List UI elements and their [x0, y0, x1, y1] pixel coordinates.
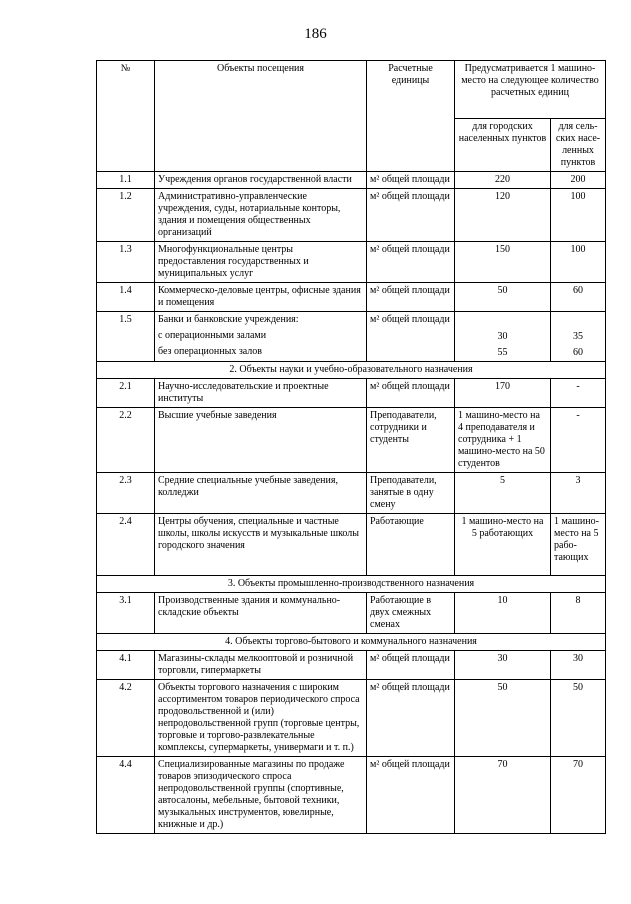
row-unit: м² общей площади: [367, 757, 455, 834]
row-rural-group: [551, 312, 606, 362]
table-row: [97, 408, 606, 473]
table-row: [97, 680, 606, 757]
row-number: 1.1: [97, 172, 155, 189]
table-row: [97, 593, 606, 634]
row-unit: Работающие в двух смежных сменах: [367, 593, 455, 634]
row-object: Административно-управленческие учреждения, суды, нотариальные конторы, здания и помещения общественных организаций: [155, 189, 367, 242]
row-object: Учреждения органов государственной власти: [155, 172, 367, 189]
section-row: [97, 634, 606, 651]
table-row: [97, 283, 606, 312]
row-rural-value: 3: [551, 473, 606, 514]
row-number: 1.3: [97, 242, 155, 283]
row-rural-value: 200: [551, 172, 606, 189]
row-object: Банки и банковские учреждения:: [158, 314, 299, 325]
row-urban-value: 30: [497, 331, 508, 342]
table-row: [97, 473, 606, 514]
table-row: [97, 757, 606, 834]
row-rural-value: 60: [573, 347, 583, 358]
row-object: Средние специальные учебные заведения, колледжи: [155, 473, 367, 514]
row-urban-value: 70: [455, 757, 551, 834]
row-rural-value: -: [551, 379, 606, 408]
row-rural-value: -: [551, 408, 606, 473]
row-unit: м² общей площади: [367, 651, 455, 680]
row-urban-value: 220: [455, 172, 551, 189]
table-row: [97, 242, 606, 283]
row-urban-value: 5: [455, 473, 551, 514]
header-row: [97, 61, 606, 119]
header-rural: для сель-ских насе-ленных пунктов: [551, 119, 606, 172]
row-object: Коммерческо-деловые центры, офисные здания и помещения: [155, 283, 367, 312]
row-number: 2.4: [97, 514, 155, 576]
table-row: [97, 189, 606, 242]
header-group: Предусматривается 1 машино-место на следующее количество расчетных единиц: [455, 61, 606, 119]
row-rural-value: 50: [551, 680, 606, 757]
page-number: 186: [304, 26, 327, 42]
row-number: 2.1: [97, 379, 155, 408]
row-number: 4.4: [97, 757, 155, 834]
header-urban: для городских населенных пунктов: [455, 119, 551, 172]
row-object: Специализированные магазины по продаже товаров эпизодического спроса непродовольственной группы (спортивные, автосалоны, мебельные, бытовой техники, музыкальных инструментов, ювелирные, книжные и др.): [155, 757, 367, 834]
row-object: Научно-исследовательские и проектные институты: [155, 379, 367, 408]
row-number: 1.4: [97, 283, 155, 312]
row-urban-value: 170: [455, 379, 551, 408]
row-rural-value: 100: [551, 189, 606, 242]
row-number: 3.1: [97, 593, 155, 634]
row-unit: м² общей площади: [367, 172, 455, 189]
row-unit: м² общей площади: [367, 242, 455, 283]
table-row: [97, 312, 606, 362]
row-urban-value: 1 машино-место на 5 работающих: [455, 514, 551, 576]
section-row: [97, 362, 606, 379]
row-number: 4.2: [97, 680, 155, 757]
row-number: 1.2: [97, 189, 155, 242]
row-urban-value: 120: [455, 189, 551, 242]
row-object: Центры обучения, специальные и частные школы, школы искусств и музыкальные школы городского значения: [155, 514, 367, 576]
row-unit: м² общей площади: [367, 312, 455, 362]
row-number: 2.2: [97, 408, 155, 473]
row-unit: м² общей площади: [367, 680, 455, 757]
row-object: Высшие учебные заведения: [155, 408, 367, 473]
header-objects: Объекты посещения: [155, 61, 367, 172]
row-object: Производственные здания и коммунально-складские объекты: [155, 593, 367, 634]
section-title: 3. Объекты промышленно-производственного назначения: [97, 576, 606, 593]
table-row: [97, 172, 606, 189]
row-number: 2.3: [97, 473, 155, 514]
section-title: 4. Объекты торгово-бытового и коммунального назначения: [97, 634, 606, 651]
row-rural-value: 100: [551, 242, 606, 283]
row-urban-value: 30: [455, 651, 551, 680]
table-row: [97, 651, 606, 680]
row-unit: м² общей площади: [367, 283, 455, 312]
row-object-group: [155, 312, 367, 362]
row-unit: Преподаватели, занятые в одну смену: [367, 473, 455, 514]
section-row: [97, 576, 606, 593]
row-urban-value: 1 машино-место на 4 преподавателя и сотрудника + 1 машино-место на 50 студентов: [455, 408, 551, 473]
row-urban-value: 55: [497, 347, 508, 358]
row-urban-group: [455, 312, 551, 362]
row-number: 4.1: [97, 651, 155, 680]
row-subitem: с операционными залами: [158, 330, 267, 341]
section-title: 2. Объекты науки и учебно-образовательного назначения: [97, 362, 606, 379]
row-urban-value: 150: [455, 242, 551, 283]
row-rural-value: 70: [551, 757, 606, 834]
row-rural-value: 1 машино-место на 5 рабо-тающих: [551, 514, 606, 576]
parking-norms-table: [96, 60, 606, 834]
row-unit: м² общей площади: [367, 379, 455, 408]
table-row: [97, 514, 606, 576]
row-unit: Работающие: [367, 514, 455, 576]
row-subitem: без операционных залов: [158, 346, 263, 357]
header-units: Расчетные единицы: [367, 61, 455, 172]
row-object: Магазины-склады мелкооптовой и розничной торговли, гипермаркеты: [155, 651, 367, 680]
header-num: №: [97, 61, 155, 172]
row-unit: м² общей площади: [367, 189, 455, 242]
row-object: Многофункциональные центры предоставления государственных и муниципальных услуг: [155, 242, 367, 283]
row-object: Объекты торгового назначения с широким ассортиментом товаров периодического спроса продовольственной и (или) непродовольственной групп (торговые центры, торговые и торгово-развлекательные комплексы, супермаркеты, универмаги и т. п.): [155, 680, 367, 757]
row-urban-value: 10: [455, 593, 551, 634]
row-urban-value: 50: [455, 680, 551, 757]
row-urban-value: 50: [455, 283, 551, 312]
row-rural-value: 30: [551, 651, 606, 680]
row-unit: Преподаватели, сотрудники и студенты: [367, 408, 455, 473]
row-number: 1.5: [97, 312, 155, 362]
row-rural-value: 8: [551, 593, 606, 634]
table-row: [97, 379, 606, 408]
row-rural-value: 60: [551, 283, 606, 312]
row-rural-value: 35: [573, 331, 583, 342]
